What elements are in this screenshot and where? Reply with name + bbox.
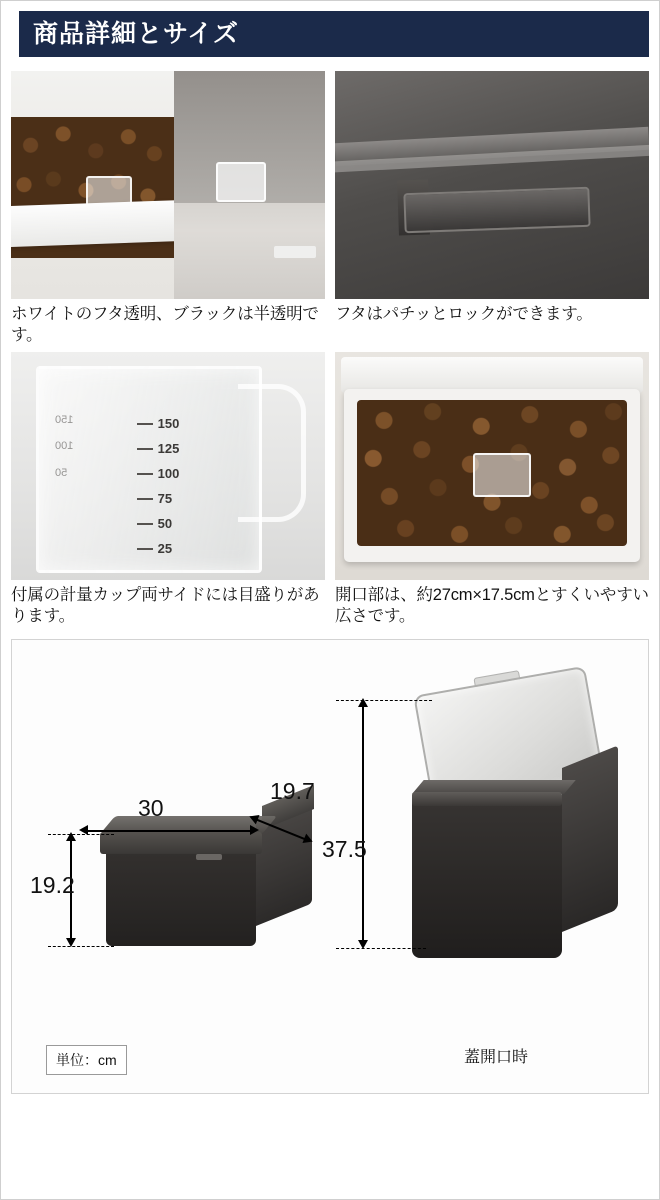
cup-scale-secondary [55, 407, 137, 516]
scale-tick [137, 498, 153, 500]
open-container-background [335, 352, 649, 580]
height-arrow-up [66, 832, 76, 841]
scale-tick [137, 548, 153, 550]
white-lid-half [11, 71, 174, 299]
lid-tab [274, 246, 316, 258]
height-label: 19.2 [30, 872, 75, 899]
scale-mark-label: 100 [54, 440, 74, 453]
lid-front-face [100, 832, 262, 854]
open-height-label: 37.5 [322, 836, 367, 863]
photo-caption: 付属の計量カップ両サイドには目盛りがあります。 [11, 586, 320, 626]
unit-label: 単位：cm [46, 1045, 127, 1075]
scale-tick [137, 448, 153, 450]
width-arrow-right [250, 825, 259, 835]
container-side-face [562, 746, 618, 933]
scale-tick [137, 423, 153, 425]
scale-mark-label: 50 [157, 516, 173, 532]
cup-scale-primary [137, 411, 244, 561]
dimension-diagram-panel [11, 639, 649, 1094]
scale-mark-label: 25 [157, 541, 173, 557]
open-container-illustration [394, 680, 634, 1020]
scale-mark-label: 75 [157, 491, 173, 507]
width-dimension-line [88, 830, 250, 832]
depth-label: 19.7 [270, 778, 315, 805]
scoop-clip-icon [216, 162, 266, 202]
photo-caption: 開口部は、約27cm×17.5cmとすくいやすい広さです。 [335, 586, 649, 626]
height-guide-top [48, 834, 114, 835]
dark-container-surface [335, 71, 649, 299]
container-front-face [412, 798, 562, 958]
lid-latch-closeup-photo [335, 71, 649, 299]
container-rim-front [412, 792, 562, 806]
open-state-label: 蓋開口時 [464, 1049, 529, 1067]
photo-card-measuring-cup [11, 352, 325, 627]
photo-caption: フタはパチッとロックができます。 [335, 305, 593, 323]
photo-grid [11, 71, 649, 627]
open-container-with-kibble-photo [335, 352, 649, 580]
open-height-dimension-line [362, 706, 364, 942]
page-title: 商品詳細とサイズ [33, 20, 240, 48]
open-height-guide-top [336, 700, 432, 701]
black-lid-half [174, 71, 325, 299]
container-front-face [106, 846, 256, 946]
photo-card-lid-transparency [11, 71, 325, 346]
open-height-guide-bottom [336, 948, 426, 949]
section-header [11, 11, 649, 57]
measuring-cup-photo [11, 352, 325, 580]
width-label: 30 [138, 795, 164, 822]
scale-mark-label: 150 [54, 414, 74, 427]
scale-mark-label: 150 [157, 416, 180, 432]
latch-icon [196, 854, 222, 860]
photo-card-lid-lock [335, 71, 649, 346]
scoop-clip-icon [473, 453, 531, 497]
height-guide-bottom [48, 946, 114, 947]
cup-background [11, 352, 325, 580]
white-lid-edge [11, 200, 185, 247]
photo-card-opening-size [335, 352, 649, 627]
open-lid [341, 357, 642, 393]
closed-container-illustration [100, 812, 320, 952]
scale-mark-label: 125 [157, 441, 180, 457]
measuring-cup-handle [238, 384, 306, 522]
latch-body [403, 186, 590, 233]
photo-caption: ホワイトのフタ透明、ブラックは半透明です。 [11, 305, 319, 345]
scale-mark-label: 50 [54, 466, 68, 479]
open-height-arrow-down [358, 940, 368, 949]
height-arrow-down [66, 938, 76, 947]
scale-mark-label: 100 [157, 466, 180, 482]
scale-tick [137, 473, 153, 475]
scale-tick [137, 523, 153, 525]
white-and-black-lid-comparison-photo [11, 71, 325, 299]
open-height-arrow-up [358, 698, 368, 707]
